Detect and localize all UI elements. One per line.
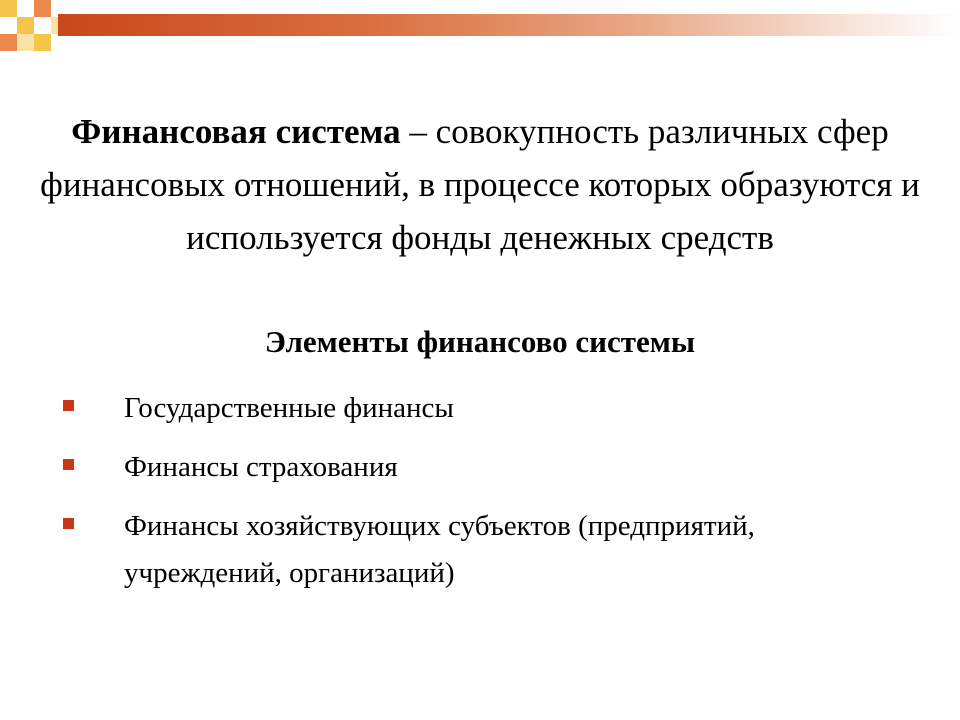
list-item — [0, 385, 960, 432]
elements-heading: Элементы финансово системы — [264, 324, 696, 359]
list-item-text: Финансы хозяйствующих субъектов (предприятий, учреждений, организаций) — [124, 510, 755, 589]
definition-term: Финансовая система — [71, 112, 401, 151]
deco-square — [0, 34, 17, 51]
header-gradient-bar — [58, 14, 960, 36]
list-item-text: Государственные финансы — [124, 392, 454, 424]
list-item-text: Финансы страхования — [124, 451, 398, 483]
deco-square — [34, 34, 51, 51]
deco-square — [17, 17, 34, 34]
elements-list — [0, 385, 960, 609]
deco-square — [34, 0, 51, 17]
deco-square — [0, 0, 17, 17]
definition-text — [40, 105, 920, 264]
deco-square — [17, 34, 34, 51]
list-item — [0, 503, 960, 597]
square-bullet-icon — [63, 400, 74, 411]
list-item — [0, 444, 960, 491]
definition-body: – совокупность различных сфер финансовых отношений, в процессе которых образуются и используется фонды денежных средств — [40, 112, 920, 257]
square-bullet-icon — [63, 459, 74, 470]
square-bullet-icon — [63, 518, 74, 529]
